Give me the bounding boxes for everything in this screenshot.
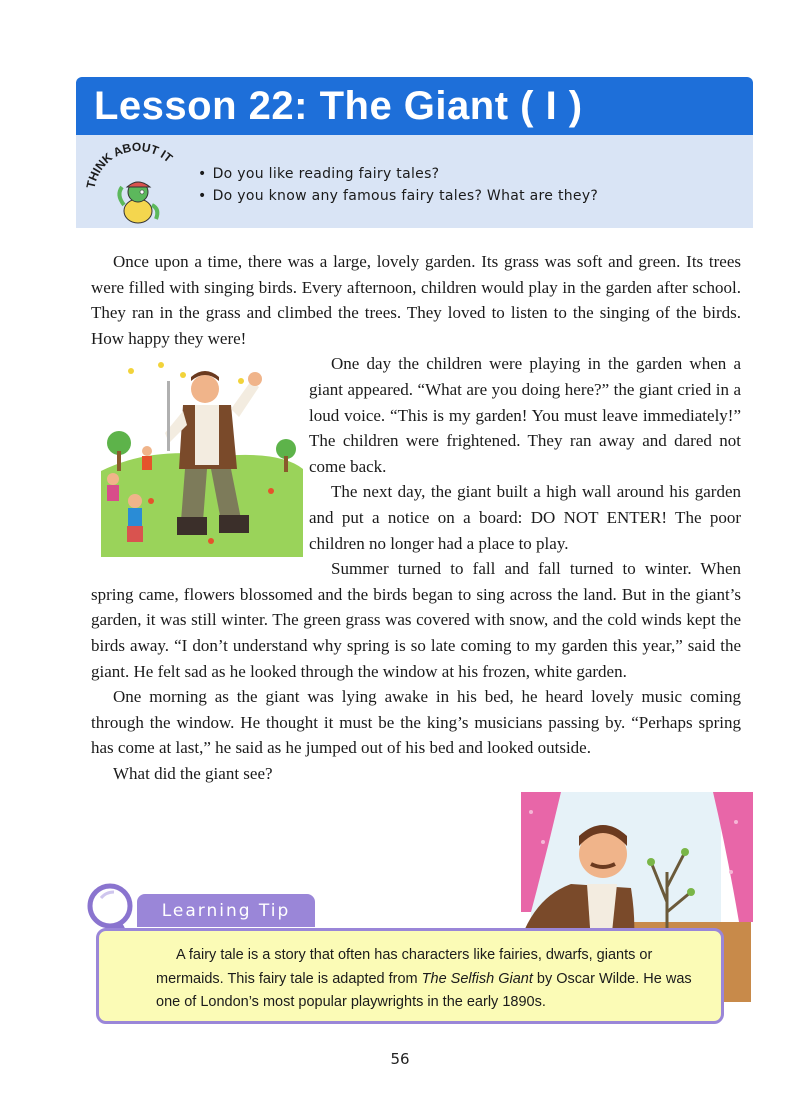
story-paragraph-4: Summer turned to fall and fall turned to winter. When spring came, flowers blossomed and the birds began to sing across the land. But in the giant’s garden, it was still winter. The green grass was covered with snow, and the cold winds kept the birds away. “I don’t understand why spring is so late coming to my garden this year,” said the giant. He felt sad as he looked through the window at his frozen, white garden.: [91, 559, 741, 681]
question-2: • Do you know any famous fairy tales? What are they?: [198, 185, 598, 207]
think-about-it-box: [76, 135, 753, 228]
book-title: The Selfish Giant: [421, 970, 533, 987]
learning-tip-text: [156, 944, 718, 1015]
learning-tip-text-part-2: by Oscar Wilde. He was one of London’s most popular playwrights in the early 1890s.: [156, 970, 692, 1010]
think-about-it-questions: [198, 163, 598, 207]
learning-tip-box: [96, 928, 724, 1024]
lesson-title: Lesson 22: The Giant ( I ): [94, 84, 583, 128]
giant-in-garden-illustration: [91, 351, 305, 557]
learning-tip-tab: [137, 894, 315, 927]
lesson-title-bar: [76, 77, 753, 135]
story-paragraph-3: The next day, the giant built a high wall around his garden and put a notice on a board: DO NOT ENTER! The poor children no longer had a place to play.: [309, 482, 741, 553]
page-number: 56: [390, 1050, 410, 1068]
turtle-character-icon: [119, 182, 157, 223]
story-paragraph-1: Once upon a time, there was a large, lovely garden. Its grass was soft and green. Its trees were filled with singing birds. Every afternoon, children would play in the garden after school. They ran in the grass and climbed the trees. They loved to listen to the singing of the birds. How happy they were!: [91, 252, 741, 348]
story-paragraph-2: One day the children were playing in the garden when a giant appeared. “What are you doing here?” the giant cried in a loud voice. “This is my garden! You must leave immediately!” The children were frightened. They ran away and dared not come back.: [309, 354, 741, 476]
question-1: • Do you like reading fairy tales?: [198, 163, 598, 185]
story-paragraph-5: One morning as the giant was lying awake in his bed, he heard lovely music coming through the window. He thought it must be the king’s musicians passing by. “Perhaps spring has come at last,” he said as he jumped out of his bed and looked outside.: [91, 687, 741, 758]
learning-tip-heading: Learning Tip: [161, 901, 291, 921]
story-text: [91, 249, 741, 1005]
svg-text:THINK ABOUT IT: [84, 140, 176, 190]
learning-tip-text-part-1: A fairy tale is a story that often has characters like fairies, dwarfs, giants or mermaids. This fairy tale is adapted from: [156, 947, 653, 987]
story-paragraph-6: What did the giant see?: [113, 763, 273, 783]
think-about-it-label: THINK ABOUT IT: [83, 139, 176, 190]
think-about-it-badge: [80, 137, 200, 227]
